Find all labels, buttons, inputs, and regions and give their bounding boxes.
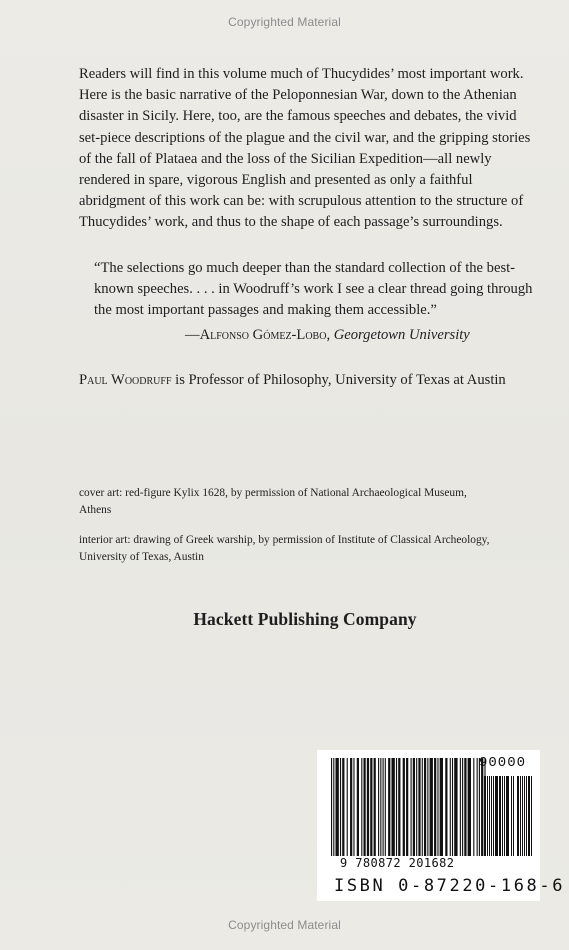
barcode-bar bbox=[380, 758, 381, 856]
barcode-bar bbox=[374, 758, 376, 856]
barcode-bar bbox=[462, 758, 463, 856]
barcode-bar bbox=[357, 758, 359, 856]
addon-barcode-bar bbox=[511, 776, 512, 856]
addon-barcode-bar bbox=[493, 776, 494, 856]
addon-barcode-bar bbox=[520, 776, 521, 856]
publisher-name: Hackett Publishing Company bbox=[193, 609, 417, 629]
isbn-number: ISBN 0-87220-168-6 bbox=[334, 876, 566, 896]
interior-art-credit: interior art: drawing of Greek warship, by permission of Institute of Classical Archeology, University of Texas, Austin bbox=[79, 534, 490, 563]
barcode-bar bbox=[342, 758, 344, 856]
ean-digits: 9 780872 201682 bbox=[340, 856, 455, 870]
addon-barcode-bar bbox=[484, 776, 486, 856]
barcode-bar bbox=[333, 758, 334, 856]
barcode-bar bbox=[411, 758, 412, 856]
author-bio-text: is Professor of Philosophy, University of Texas at Austin bbox=[171, 372, 506, 388]
barcode-bar bbox=[452, 758, 453, 856]
addon-barcode-bar bbox=[522, 776, 523, 856]
addon-barcode-bar bbox=[504, 776, 505, 856]
barcode-bar bbox=[403, 758, 405, 856]
watermark-top: Copyrighted Material bbox=[228, 15, 341, 29]
barcode-bar bbox=[430, 758, 433, 856]
barcode-bar bbox=[383, 758, 384, 856]
addon-barcode-bar bbox=[506, 776, 509, 856]
review-attribution bbox=[185, 325, 525, 346]
addon-barcode-bar bbox=[513, 776, 514, 856]
barcode-bar bbox=[424, 758, 426, 856]
reviewer-affiliation: Georgetown University bbox=[333, 327, 470, 343]
barcode-bar bbox=[434, 758, 436, 856]
barcode-bar bbox=[385, 758, 386, 856]
addon-barcode-bar bbox=[491, 776, 492, 856]
addon-barcode-bar bbox=[502, 776, 503, 856]
barcode-bar bbox=[353, 758, 354, 856]
cover-art-credit: cover art: red-figure Kylix 1628, by permission of National Archaeological Museum, Athens bbox=[79, 487, 467, 516]
attribution-dash: — bbox=[185, 327, 200, 343]
addon-barcode-bar bbox=[528, 776, 530, 856]
watermark-bottom: Copyrighted Material bbox=[228, 918, 341, 932]
addon-barcode-bar bbox=[489, 776, 490, 856]
barcode-bar bbox=[445, 758, 447, 856]
barcode-bar bbox=[454, 758, 457, 856]
barcode-bar bbox=[335, 758, 338, 856]
barcode-bar bbox=[450, 758, 451, 856]
barcode-bar bbox=[479, 758, 480, 856]
reviewer-name: Alfonso Gómez-Lobo bbox=[199, 327, 327, 343]
barcode-bar bbox=[367, 758, 369, 856]
attribution-separator: , bbox=[326, 327, 334, 343]
barcode-bar bbox=[418, 758, 420, 856]
barcode-bar bbox=[370, 758, 372, 856]
barcode-bar bbox=[361, 758, 362, 856]
barcode-bar bbox=[440, 758, 443, 856]
review-quote: “The selections go much deeper than the standard collection of the best-known speeches. . . . in Woodruff’s work I see a clear thread going through the most important passages and making them accessible.” bbox=[94, 260, 533, 319]
barcode-bar bbox=[416, 758, 417, 856]
barcode-bar bbox=[396, 758, 397, 856]
barcode-bar bbox=[473, 758, 474, 856]
barcode-bar bbox=[398, 758, 400, 856]
price-code: 90000 bbox=[479, 755, 527, 771]
barcode-bar bbox=[468, 758, 471, 856]
barcode-bar bbox=[437, 758, 438, 856]
barcode-bar bbox=[422, 758, 423, 856]
barcode-bar bbox=[477, 758, 478, 856]
addon-barcode-bar bbox=[531, 776, 532, 856]
barcode-bar bbox=[378, 758, 379, 856]
barcode-bar bbox=[460, 758, 461, 856]
addon-barcode-bar bbox=[482, 776, 483, 856]
barcode-bar bbox=[347, 758, 348, 856]
barcode-bar bbox=[413, 758, 415, 856]
barcode-bar bbox=[350, 758, 352, 856]
addon-barcode-bar bbox=[495, 776, 498, 856]
author-bio bbox=[79, 370, 519, 391]
barcode-bar bbox=[391, 758, 394, 856]
author-name: Paul Woodruff bbox=[79, 372, 172, 388]
barcode-bar bbox=[406, 758, 408, 856]
barcode-bar bbox=[464, 758, 466, 856]
addon-barcode-bar bbox=[517, 776, 519, 856]
addon-barcode-bar bbox=[499, 776, 501, 856]
barcode-bar bbox=[363, 758, 365, 856]
addon-barcode-bar bbox=[526, 776, 527, 856]
addon-barcode-bar bbox=[487, 776, 488, 856]
book-description: Readers will find in this volume much of Thucydides’ most important work. Here is the basic narrative of the Peloponnesian War, down to the Athenian disaster in Sicily. Here, too, are the famous speeches and debates, the vivid set-piece descriptions of the plague and the civil war, and the gripping stories of the fall of Plataea and the loss of the Sicilian Expedition—all newly rendered in spare, vigorous English and presented as only a faithful abridgment of this work can be: with scrupulous attention to the structure of Thucydides’ work, and thus to the shape of each passage’s surroundings. bbox=[79, 66, 531, 231]
barcode-bar bbox=[388, 758, 390, 856]
barcode-bar bbox=[340, 758, 341, 856]
barcode-bar bbox=[331, 758, 332, 856]
barcode-bar bbox=[427, 758, 428, 856]
addon-barcode-bar bbox=[524, 776, 525, 856]
